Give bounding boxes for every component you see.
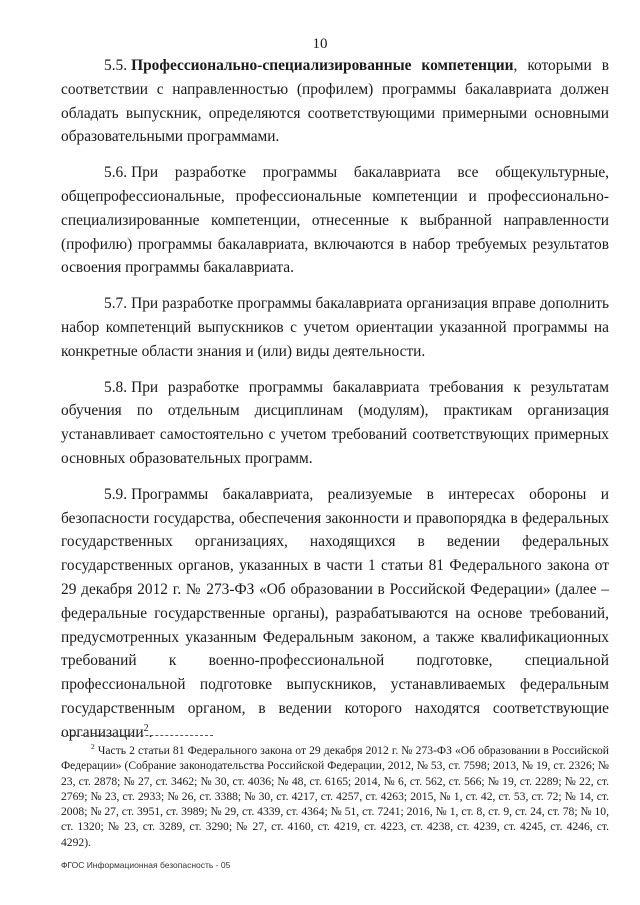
paragraph-5-5 (61, 54, 609, 149)
bold-term: Профессионально-специализированные компетенции (131, 57, 514, 74)
document-body (61, 54, 609, 757)
paragraph-text: Программы бакалавриата, реализуемые в интересах обороны и безопасности государства, обеспечения законности и правопорядка в федеральных государственных организациях, находящихся в ведении федеральных государственных органов, указанных в части 1 статьи 81 Федерального закона от 29 декабря 2012 г. № 273-ФЗ «Об образовании в Российской Федерации» (далее – федеральные государственные органы), разрабатываются на основе требований, предусмотренных указанным Федеральным законом, а также квалификационных требований к военно-профессиональной подготовке, специальной профессиональной подготовке выпускников, устанавливаемых федеральным государственным органом, в ведении которого находятся соответствующие организации (61, 485, 609, 741)
footnote-text: Часть 2 статьи 81 Федерального закона от 29 декабря 2012 г. № 273-ФЗ «Об образовании в Российской Федерации» (Собрание законодательства Российской Федерации, 2012, № 53, ст. 7598; 2013, № 19, ст. 2326; № 23, ст. 2878; № 27, ст. 3462; № 30, ст. 4036; № 48, ст. 6165; 2014, № 6, ст. 562, ст. 566; № 19, ст. 2289; № 22, ст. 2769; № 23, ст. 2933; № 26, ст. 3388; № 30, ст. 4217, ст. 4257, ст. 4263; 2015, № 1, ст. 42, ст. 53, ст. 72; № 14, ст. 2008; № 27, ст. 3951, ст. 3989; № 29, ст. 4339, ст. 4364; № 51, ст. 7241; 2016, № 1, ст. 8, ст. 9, ст. 24, ст. 78; № 10, ст. 1320; № 23, ст. 3289, ст. 3290; № 27, ст. 4160, ст. 4219, ст. 4223, ст. 4238, ст. 4239, ст. 4245, ст. 4246, ст. 4292). (61, 744, 609, 849)
paragraph-5-8 (61, 376, 609, 471)
paragraph-5-7 (61, 292, 609, 363)
paragraph-5-6 (61, 161, 609, 280)
paragraph-number: 5.9. (104, 485, 128, 503)
paragraph-number: 5.5. (104, 57, 128, 74)
paragraph-number: 5.6. (104, 164, 128, 182)
footnote-separator (61, 735, 213, 736)
paragraph-end: . (148, 723, 153, 741)
paragraph-5-9 (61, 483, 609, 745)
paragraph-number: 5.8. (104, 378, 128, 396)
footnote (61, 743, 609, 850)
paragraph-number: 5.7. (104, 295, 128, 313)
paragraph-text: При разработке программы бакалавриата организация вправе дополнить набор компетенций выпускников с учетом ориентации указанной программы на конкретные области знания и (или) виды деятельности. (61, 295, 609, 360)
page-footer: ФГОС Информационная безопасность - 05 (61, 860, 231, 870)
footnote-mark: 2 (91, 742, 95, 752)
paragraph-text: При разработке программы бакалавриата все общекультурные, общепрофессиональные, профессиональные компетенции и профессионально-специализированные компетенции, отнесенные к выбранной направленности (профилю) программы бакалавриата, включаются в набор требуемых результатов освоения программы бакалавриата. (61, 164, 609, 277)
footnote-reference[interactable]: 2 (143, 722, 149, 734)
page-number: 10 (312, 36, 328, 52)
paragraph-text: При разработке программы бакалавриата требования к результатам обучения по отдельным дисциплинам (модулям), практикам организация устанавливает самостоятельно с учетом требований соответствующих примерных основных образовательных программ. (61, 378, 609, 467)
paragraph-text: , которыми в соответствии с направленностью (профилем) программы бакалавриата должен обладать выпускник, определяются соответствующими примерными основными образовательными программами. (61, 57, 609, 146)
